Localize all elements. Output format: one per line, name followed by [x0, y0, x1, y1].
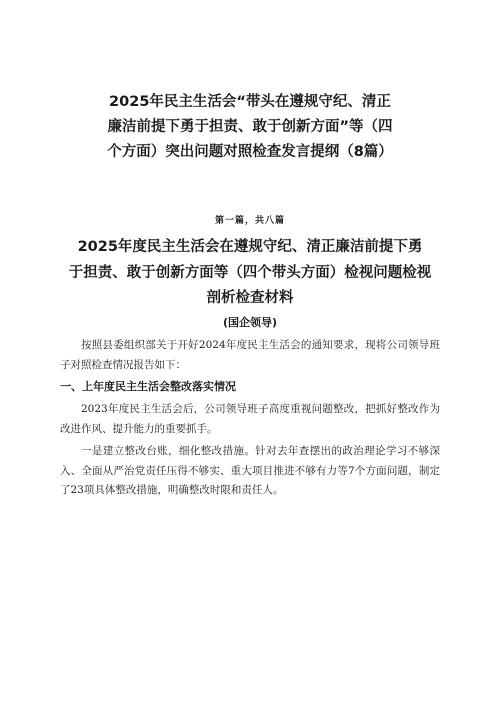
main-title-line-3: 个方面）突出问题对照检查发言提纲（8篇） — [107, 144, 393, 160]
main-title-line-1: 2025年民主生活会“带头在遵规守纪、清正 — [109, 94, 391, 110]
section-label: 第一篇，共八篇 — [214, 216, 285, 226]
main-title-line-2: 廉洁前提下勇于担责、敢于创新方面”等（四 — [107, 119, 393, 135]
sub-title-line-1: 2025年度民主生活会在遵规守纪、清正廉洁前提下勇 — [77, 239, 423, 255]
section-heading-1: 一、上年度民主生活会整改落实情况 — [60, 380, 236, 393]
sub-title — [50, 235, 450, 312]
sub-title-line-3: 剖析检查材料 — [206, 290, 294, 306]
paragraph-intro: 按照县委组织部关于开好2024年度民主生活会的通知要求，现将公司领导班子对照检查情况报告如下： — [60, 339, 440, 371]
sub-title-line-2: 于担责、敢于创新方面等（四个带头方面）检视问题检视 — [68, 264, 432, 281]
org-note: (国企领导) — [222, 316, 278, 329]
paragraph-2: 2023年度民主生活会后，公司领导班子高度重视问题整改，把抓好整改作为改进作风、提升能力的重要抓手。 — [60, 403, 440, 435]
paragraph-3: 一是建立整改台账，细化整改措施。针对去年查摆出的政治理论学习不够深入、全面从严治党责任压得不够实、重大项目推进不够有力等7个方面问题，制定了23项具体整改措施，明确整改时限和责任人。 — [60, 445, 440, 496]
main-title — [60, 90, 440, 165]
